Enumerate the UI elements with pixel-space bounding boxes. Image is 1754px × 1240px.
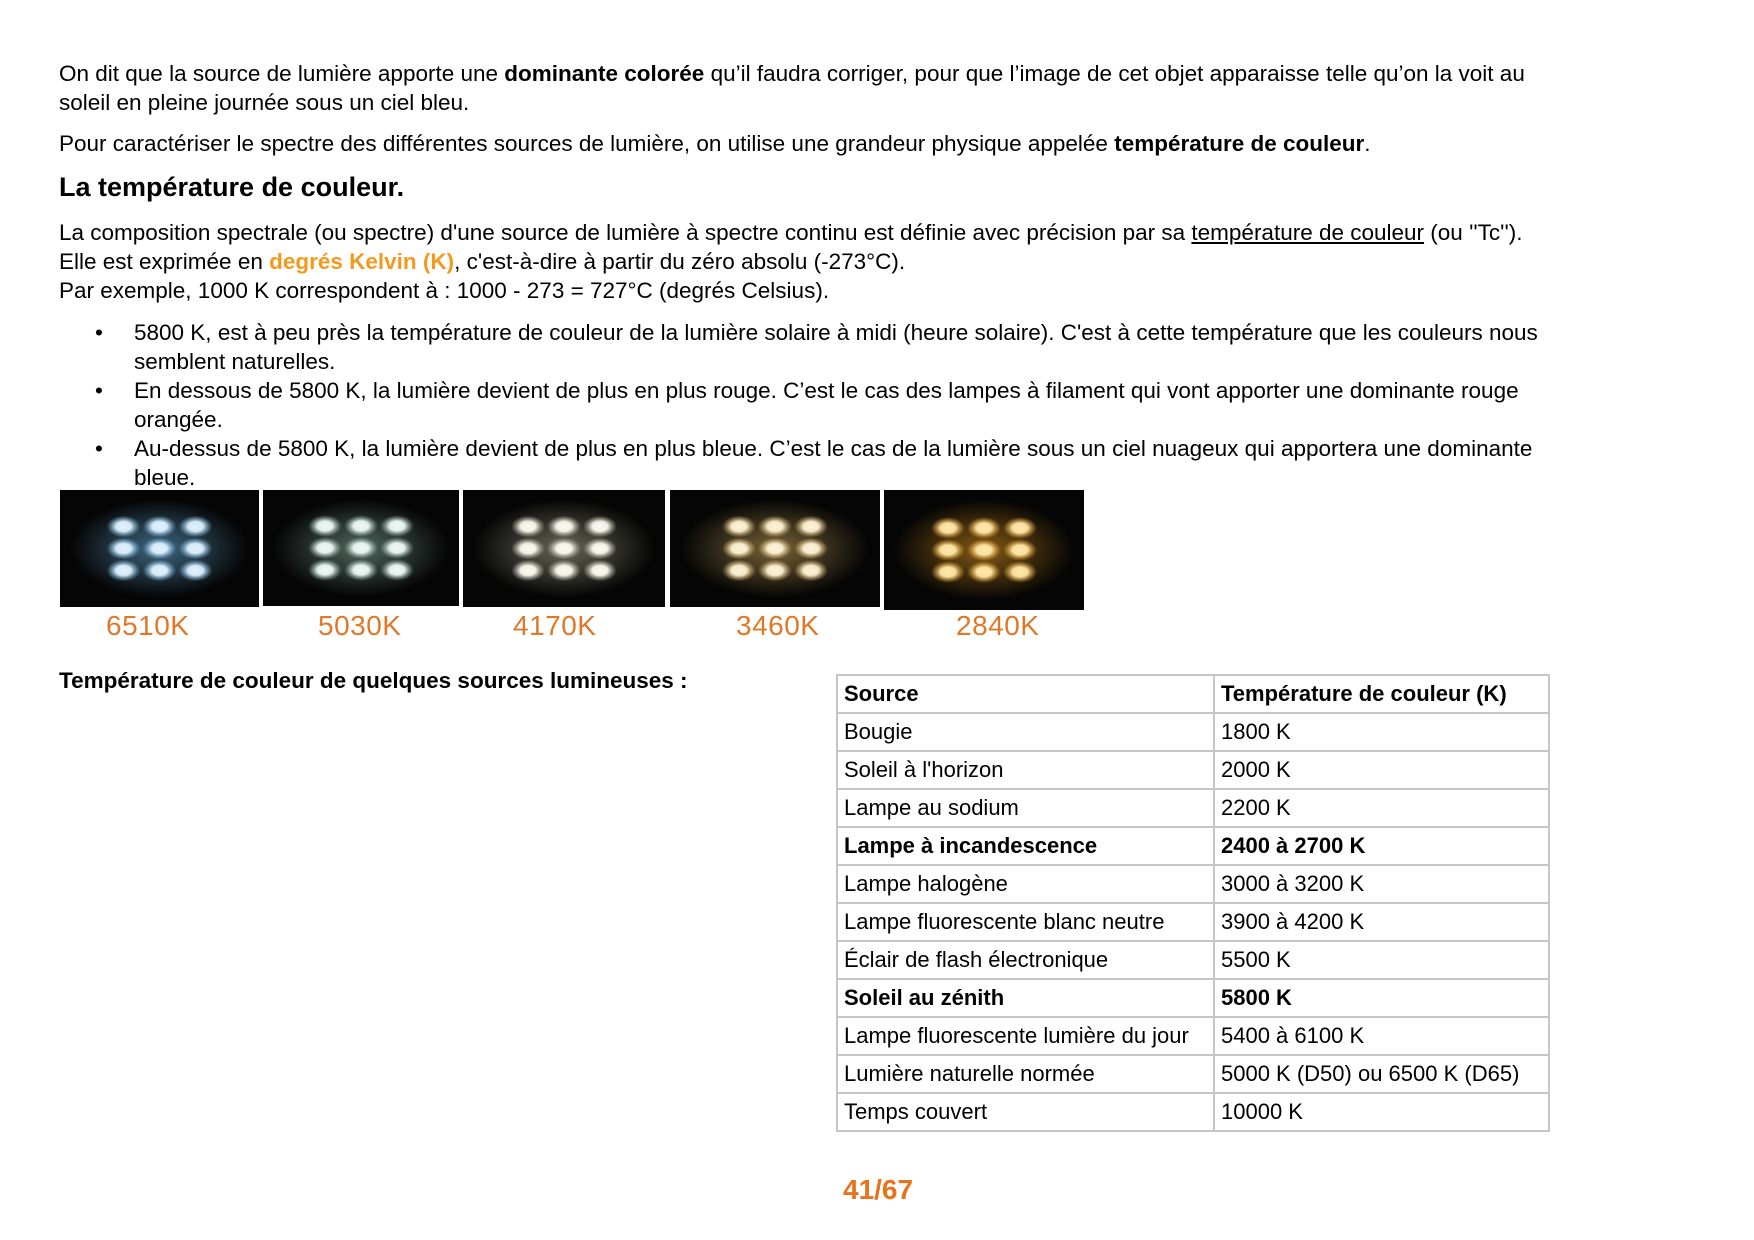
led-dot <box>179 538 213 560</box>
table-title: Température de couleur de quelques sources lumineuses : <box>59 668 688 693</box>
table-row <box>837 979 1549 1017</box>
cell-source: Soleil à l'horizon <box>837 751 1214 789</box>
cell-temperature: 5500 K <box>1214 941 1549 979</box>
led-dot <box>107 516 141 538</box>
led-dot <box>308 537 342 559</box>
led-dot <box>931 517 965 539</box>
led-dot <box>511 560 545 582</box>
cell-source: Soleil au zénith <box>837 979 1214 1017</box>
led-dot <box>722 560 756 582</box>
led-dot <box>547 538 581 560</box>
temperature-couleur-emphasis: température de couleur <box>1114 131 1365 156</box>
table-row <box>837 1017 1549 1055</box>
led-dot <box>967 561 1001 583</box>
led-dot <box>547 516 581 538</box>
cell-temperature: 5000 K (D50) ou 6500 K (D65) <box>1214 1055 1549 1093</box>
sample-label: 5030K <box>318 610 402 641</box>
table-row <box>837 903 1549 941</box>
intro-text: soleil en pleine journée sous un ciel bleu. <box>59 90 470 115</box>
sample-label: 4170K <box>513 610 597 641</box>
kelvin-emphasis: degrés Kelvin (K) <box>269 249 455 274</box>
sample-label: 2840K <box>956 610 1040 641</box>
led-dot <box>547 560 581 582</box>
sample-label: 3460K <box>736 610 820 641</box>
cell-temperature: 5400 à 6100 K <box>1214 1017 1549 1055</box>
list-item <box>59 318 1709 376</box>
dominante-coloree-emphasis: dominante colorée <box>504 61 705 86</box>
led-dot <box>931 561 965 583</box>
led-dot <box>511 516 545 538</box>
bullet-text: bleue. <box>134 465 196 490</box>
table-row <box>837 713 1549 751</box>
led-sample-6510k <box>60 490 259 607</box>
led-sample-2840k <box>884 490 1084 610</box>
table-row <box>837 751 1549 789</box>
intro-paragraph-1 <box>59 59 1709 117</box>
table-row <box>837 865 1549 903</box>
intro-text: qu’il faudra corriger, pour que l’image de cet objet apparaisse telle qu’on la voit au <box>704 61 1525 86</box>
led-dot <box>380 559 414 581</box>
bullet-text: En dessous de 5800 K, la lumière devient de plus en plus rouge. C’est le cas des lampes à filament qui vont apporter une dominante rouge <box>134 378 1519 403</box>
led-dot <box>511 538 545 560</box>
led-dot <box>179 560 213 582</box>
led-dot <box>179 516 213 538</box>
table-row <box>837 789 1549 827</box>
bullet-text: 5800 K, est à peu près la température de couleur de la lumière solaire à midi (heure solaire). C'est à cette température que les couleurs nous <box>134 320 1538 345</box>
led-dot <box>107 560 141 582</box>
cell-source: Lampe au sodium <box>837 789 1214 827</box>
column-header-source: Source <box>837 675 1214 713</box>
led-dot <box>758 560 792 582</box>
cell-temperature: 10000 K <box>1214 1093 1549 1131</box>
led-dot <box>143 516 177 538</box>
cell-temperature: 2000 K <box>1214 751 1549 789</box>
led-dot <box>344 537 378 559</box>
section-text: , c'est-à-dire à partir du zéro absolu (-273°C). <box>454 249 906 274</box>
led-dot <box>722 516 756 538</box>
cell-source: Éclair de flash électronique <box>837 941 1214 979</box>
led-dot <box>794 538 828 560</box>
bullet-text: orangée. <box>134 407 223 432</box>
cell-temperature: 2400 à 2700 K <box>1214 827 1549 865</box>
led-dot <box>107 538 141 560</box>
led-dot <box>1003 539 1037 561</box>
led-dot <box>344 559 378 581</box>
led-array-image <box>670 490 880 607</box>
led-dot <box>380 537 414 559</box>
cell-source: Lampe halogène <box>837 865 1214 903</box>
section-text: Par exemple, 1000 K correspondent à : 1000 - 273 = 727°C (degrés Celsius). <box>59 278 830 303</box>
page-number: 41/67 <box>843 1174 914 1205</box>
intro-text: . <box>1364 131 1371 156</box>
intro-text: On dit que la source de lumière apporte une <box>59 61 505 86</box>
section-heading: La température de couleur. <box>59 172 405 202</box>
cell-temperature: 1800 K <box>1214 713 1549 751</box>
section-paragraph <box>59 218 1709 305</box>
led-sample-3460k <box>670 490 880 607</box>
led-dot <box>583 560 617 582</box>
bullet-icon: • <box>95 436 103 461</box>
led-dot <box>1003 517 1037 539</box>
table-header-row <box>837 675 1549 713</box>
temperature-couleur-link-text: température de couleur <box>1191 220 1425 245</box>
led-dot <box>583 538 617 560</box>
section-text: (ou ''Tc''). <box>1424 220 1523 245</box>
led-dot <box>583 516 617 538</box>
cell-source: Lampe fluorescente lumière du jour <box>837 1017 1214 1055</box>
cell-temperature: 3000 à 3200 K <box>1214 865 1549 903</box>
led-dot <box>794 516 828 538</box>
color-temperature-table <box>836 674 1550 1132</box>
section-text: Elle est exprimée en <box>59 249 270 274</box>
cell-source: Lumière naturelle normée <box>837 1055 1214 1093</box>
led-sample-4170k <box>463 490 665 607</box>
column-header-temperature: Température de couleur (K) <box>1214 675 1549 713</box>
led-dot <box>1003 561 1037 583</box>
section-text: La composition spectrale (ou spectre) d'une source de lumière à spectre continu est définie avec précision par sa <box>59 220 1192 245</box>
led-dot <box>380 515 414 537</box>
table-row <box>837 827 1549 865</box>
led-dot <box>143 560 177 582</box>
cell-source: Lampe à incandescence <box>837 827 1214 865</box>
led-array-image <box>463 490 665 607</box>
sample-label: 6510K <box>106 610 190 641</box>
list-item <box>59 376 1709 434</box>
led-dot <box>931 539 965 561</box>
led-dot <box>722 538 756 560</box>
led-array-image <box>60 490 259 607</box>
led-dot <box>758 538 792 560</box>
led-array-image <box>263 490 459 606</box>
led-dot <box>758 516 792 538</box>
table-row <box>837 1055 1549 1093</box>
bullet-icon: • <box>95 320 103 345</box>
cell-source: Temps couvert <box>837 1093 1214 1131</box>
cell-source: Bougie <box>837 713 1214 751</box>
led-dot <box>143 538 177 560</box>
led-dot <box>967 517 1001 539</box>
led-dot <box>344 515 378 537</box>
led-dot <box>967 539 1001 561</box>
cell-temperature: 2200 K <box>1214 789 1549 827</box>
list-item <box>59 434 1709 492</box>
led-dot <box>308 559 342 581</box>
cell-temperature: 3900 à 4200 K <box>1214 903 1549 941</box>
bullet-text: semblent naturelles. <box>134 349 336 374</box>
bullet-icon: • <box>95 378 103 403</box>
cell-temperature: 5800 K <box>1214 979 1549 1017</box>
bullet-list <box>59 318 1709 492</box>
led-sample-5030k <box>263 490 459 606</box>
table-row <box>837 1093 1549 1131</box>
led-array-image <box>884 490 1084 610</box>
bullet-text: Au-dessus de 5800 K, la lumière devient de plus en plus bleue. C’est le cas de la lumière sous un ciel nuageux qui apportera une dominante <box>134 436 1533 461</box>
led-dot <box>308 515 342 537</box>
led-dot <box>794 560 828 582</box>
intro-paragraph-2 <box>59 129 1709 158</box>
cell-source: Lampe fluorescente blanc neutre <box>837 903 1214 941</box>
intro-text: Pour caractériser le spectre des différentes sources de lumière, on utilise une grandeur physique appelée <box>59 131 1115 156</box>
table-row <box>837 941 1549 979</box>
